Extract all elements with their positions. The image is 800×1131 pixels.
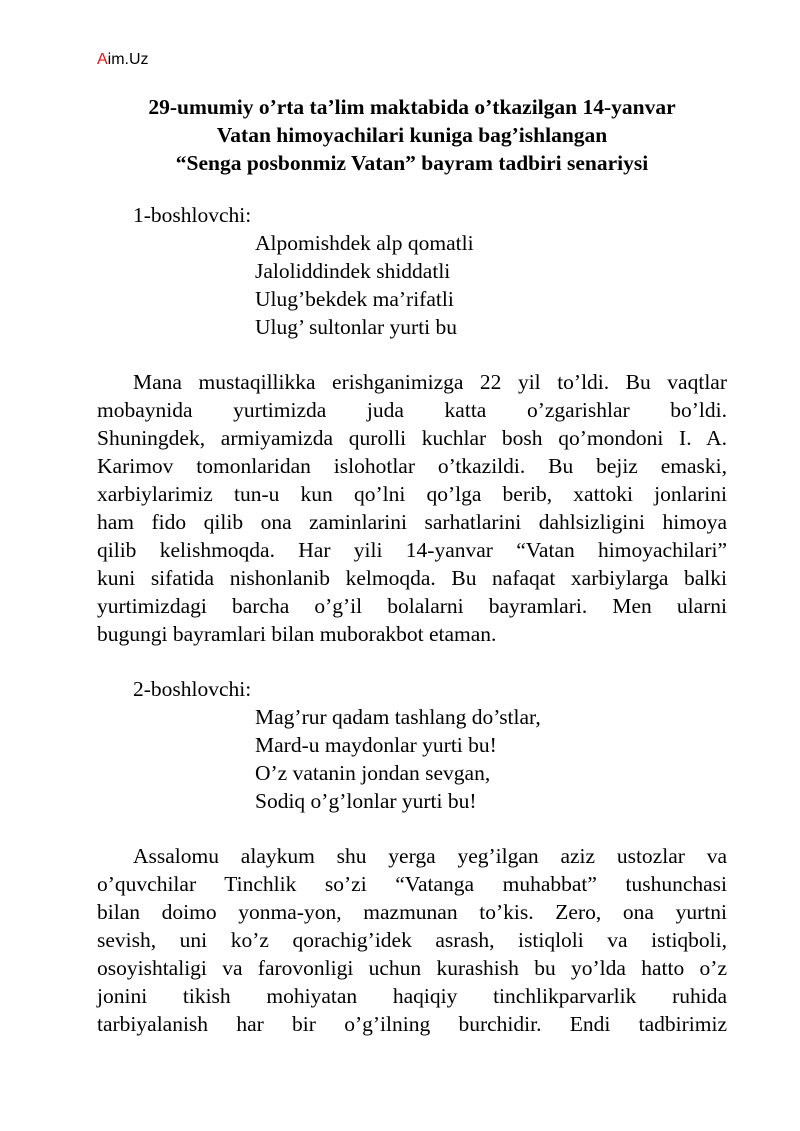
verse-2-line: Sodiq o’g’lonlar yurti bu! <box>255 789 477 813</box>
site-label <box>97 50 149 70</box>
paragraph-2-line: jonini tikish mohiyatan haqiqiy tinchlikparvarlik ruhida <box>97 984 727 1008</box>
paragraph-2-line: Assalomu alaykum shu yerga yeg’ilgan aziz ustozlar va <box>133 844 727 868</box>
verse-1-line: Ulug’ sultonlar yurti bu <box>255 315 458 339</box>
paragraph-2-line: bilan doimo yonma-yon, mazmunan to’kis. Zero, ona yurtni <box>97 900 727 924</box>
paragraph-2 <box>97 842 727 1038</box>
speaker-2-label: 2-boshlovchi: <box>133 677 252 701</box>
title-line-3: “Senga posbonmiz Vatan” bayram tadbiri senariysi <box>175 151 649 175</box>
paragraph-2-line: osoyishtaligi va farovonligi uchun kurashish bu yo’lda hatto o’z <box>97 956 727 980</box>
verse-1-line: Ulug’bekdek ma’rifatli <box>255 287 454 311</box>
title-line-1: 29-umumiy o’rta ta’lim maktabida o’tkazilgan 14-yanvar <box>148 95 676 119</box>
verse-2-line: O’z vatanin jondan sevgan, <box>255 761 491 785</box>
paragraph-1-line: Karimov tomonlaridan islohotlar o’tkazildi. Bu bejiz emaski, <box>97 454 727 478</box>
paragraph-1-line: mobaynida yurtimizda juda katta o’zgarishlar bo’ldi. <box>97 398 727 422</box>
paragraph-1-line: bugungi bayramlari bilan muborakbot etaman. <box>97 622 497 646</box>
verse-1-line: Jaloliddindek shiddatli <box>255 259 451 283</box>
paragraph-1-line: ham fido qilib ona zaminlarini sarhatlarini dahlsizligini himoya <box>97 510 727 534</box>
speaker-1-label: 1-boshlovchi: <box>133 203 252 227</box>
verse-2 <box>255 703 541 815</box>
paragraph-1-line: xarbiylarimiz tun-u kun qo’lni qo’lga berib, xattoki jonlarini <box>97 482 727 506</box>
verse-2-line: Mard-u maydonlar yurti bu! <box>255 733 497 757</box>
document-title <box>97 93 727 177</box>
verse-1 <box>255 229 474 341</box>
verse-1-line: Alpomishdek alp qomatli <box>255 231 474 255</box>
verse-2-line: Mag’rur qadam tashlang do’stlar, <box>255 705 541 729</box>
title-line-2: Vatan himoyachilari kuniga bag’ishlangan <box>216 123 608 147</box>
paragraph-1-line: Shuningdek, armiyamizda qurolli kuchlar bosh qo’mondoni I. A. <box>97 426 727 450</box>
site-label-rest: im.Uz <box>107 51 149 68</box>
site-label-accent-letter: A <box>97 51 108 68</box>
paragraph-1-line: yurtimizdagi barcha o’g’il bolalarni bayramlari. Men ularni <box>97 594 727 618</box>
paragraph-1-line: qilib kelishmoqda. Har yili 14-yanvar “Vatan himoyachilari” <box>97 538 727 562</box>
paragraph-1 <box>97 368 727 648</box>
paragraph-1-line: Mana mustaqillikka erishganimizga 22 yil to’ldi. Bu vaqtlar <box>133 370 727 394</box>
paragraph-2-line: o’quvchilar Tinchlik so’zi “Vatanga muhabbat” tushunchasi <box>97 872 727 896</box>
paragraph-2-line: sevish, uni ko’z qorachig’idek asrash, istiqloli va istiqboli, <box>97 928 727 952</box>
paragraph-1-line: kuni sifatida nishonlanib kelmoqda. Bu nafaqat xarbiylarga balki <box>97 566 727 590</box>
paragraph-2-line: tarbiyalanish har bir o’g’ilning burchidir. Endi tadbirimiz <box>97 1012 727 1036</box>
